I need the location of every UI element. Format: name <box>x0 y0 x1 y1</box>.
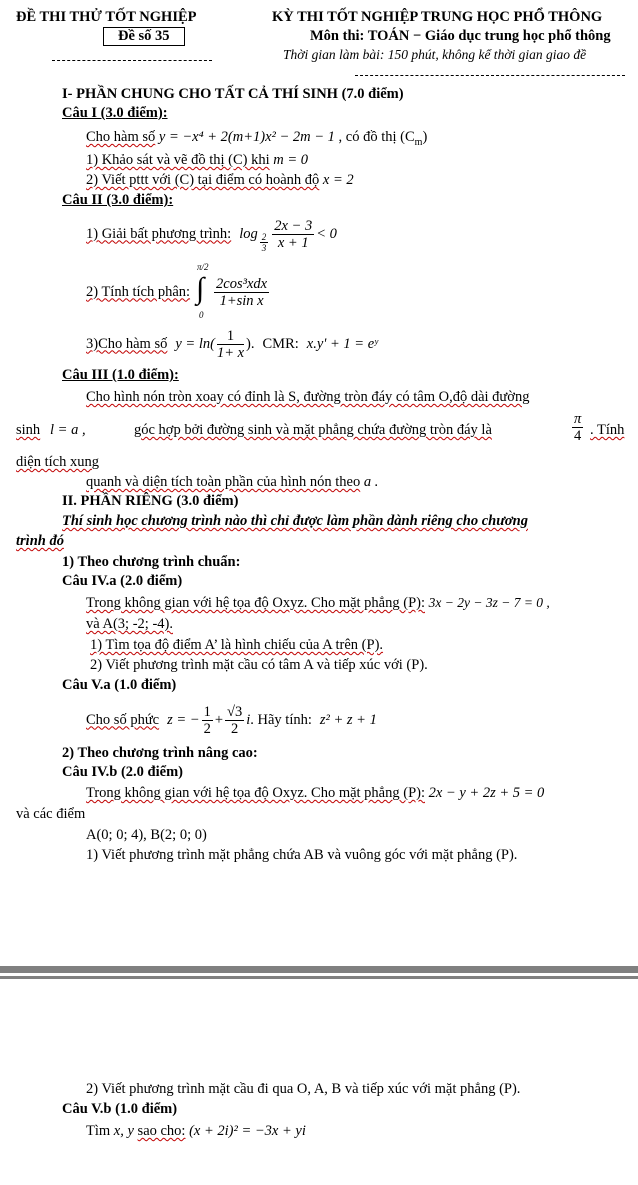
q1-intro-text: Cho hàm số <box>86 129 156 145</box>
q2-item2 <box>86 262 271 322</box>
q3-title: Câu III (1.0 điểm): <box>62 367 179 383</box>
q3-line2-c: . Tính <box>590 422 625 438</box>
q2-item1-fraction <box>272 218 314 251</box>
q5a-title: Câu V.a (1.0 điểm) <box>62 677 177 693</box>
q5b-title: Câu V.b (1.0 điểm) <box>62 1101 178 1117</box>
q3-angle-fraction <box>572 411 583 444</box>
q3-line2-a: sinh <box>16 422 41 438</box>
q2-item1-text: 1) Giải bất phương trình: <box>86 225 232 242</box>
q1-graph-sub: m <box>414 136 423 148</box>
exam-time: Thời gian làm bài: 150 phút, không kể thời gian giao đề <box>283 47 587 62</box>
part1-title: I- PHẦN CHUNG CHO TẤT CẢ THÍ SINH (7.0 điểm) <box>62 86 404 102</box>
q5b-text2: sao cho: <box>137 1123 186 1139</box>
left-divider <box>52 60 212 61</box>
q1-item2 <box>86 172 354 189</box>
q1-graph-end: ) <box>422 129 428 145</box>
q5a-f2-num: √3 <box>227 703 243 720</box>
q1-item1-text: 1) Khảo sát và vẽ đồ thị (C) khi <box>86 152 270 168</box>
q4a-line1-text: Trong không gian với hệ tọa độ Oxyz. Cho mặt phẳng (P): <box>86 595 425 611</box>
q2-item2-fraction <box>214 276 269 309</box>
q3-line2-l: l = a , <box>50 422 86 438</box>
q4a-line2: và A(3; -2; -4). <box>86 616 173 632</box>
q5b-line <box>86 1123 306 1140</box>
std-title: 1) Theo chương trình chuẩn: <box>62 554 241 570</box>
page-break-bottom <box>0 976 638 979</box>
q2-item1-den: x + 1 <box>277 234 309 251</box>
q4b-line1 <box>86 785 544 802</box>
part2-instruction: Thí sinh học chương trình nào thì chỉ được làm phần dành riêng cho chương <box>62 513 528 529</box>
q1-item1 <box>86 152 308 169</box>
q1-item2-math: x = 2 <box>322 172 354 188</box>
q2-item3-cmr: CMR: <box>262 335 299 352</box>
q4b-line2: và các điểm <box>16 806 86 822</box>
q2-item2-text: 2) Tính tích phân: <box>86 283 191 300</box>
q1-item2-text: 2) Viết pttt với (C) tại điểm có hoành độ <box>86 172 320 188</box>
q5a-expr: z² + z + 1 <box>319 711 377 728</box>
adv-title: 2) Theo chương trình nâng cao: <box>62 745 258 761</box>
q3-line2-b: góc hợp bởi đường sinh và mặt phẳng chứa đường tròn đáy là <box>134 422 492 438</box>
exam-code: Đề số 35 <box>103 27 185 46</box>
q3-line2 <box>16 411 630 451</box>
q2-item1-base <box>260 232 269 253</box>
q1-intro <box>86 129 427 148</box>
q2-item3-num: 1 <box>217 328 244 345</box>
q2-item3-eq: x.y' + 1 = eʸ <box>306 335 378 352</box>
q5a-f2-den: 2 <box>231 720 239 737</box>
page-break-top <box>0 966 638 973</box>
q5a-plus: + <box>214 711 224 728</box>
q2-item1-base-den: 3 <box>261 242 267 253</box>
q1-item1-math: m = 0 <box>273 152 309 168</box>
part2-instruction-2: trình đó <box>16 533 64 549</box>
q4a-item2: 2) Viết phương trình mặt cầu có tâm A và tiếp xúc với (P). <box>90 657 428 673</box>
q2-item2-den: 1+sin x <box>219 292 264 309</box>
q2-item3-text: 3)Cho hàm số <box>86 335 168 352</box>
exam-name: KỲ THI TỐT NGHIỆP TRUNG HỌC PHỔ THÔNG <box>272 9 603 25</box>
q5a-f1-den: 2 <box>203 720 211 737</box>
q4b-item1: 1) Viết phương trình mặt phẳng chứa AB và vuông góc với mặt phẳng (P). <box>86 847 518 863</box>
q5b-eq: (x + 2i)² = −3x + yi <box>189 1123 306 1139</box>
part2-title: II. PHẦN RIÊNG (3.0 điểm) <box>62 493 239 509</box>
integral-sign <box>196 262 212 322</box>
integral-lower: 0 <box>199 310 204 320</box>
q1-title: Câu I (3.0 điểm): <box>62 105 168 121</box>
q5a-frac1 <box>202 704 213 737</box>
q5a-z: z = − <box>167 711 200 728</box>
q4b-plane: 2x − y + 2z + 5 = 0 <box>428 785 545 801</box>
q3-line1: Cho hình nón tròn xoay có đỉnh là S, đường tròn đáy có tâm O,độ dài đường <box>86 389 530 405</box>
q3-line4-text: quanh và diện tích toàn phần của hình nón theo <box>86 474 361 490</box>
q2-item3-lhs: y = ln( <box>175 335 215 352</box>
q2-item2-num: 2cos³xdx <box>216 275 268 292</box>
q4b-item2: 2) Viết phương trình mặt cầu đi qua O, A, B và tiếp xúc với mặt phẳng (P). <box>86 1081 521 1097</box>
q4a-plane: 3x − 2y − 3z − 7 = 0 , <box>428 595 550 610</box>
q2-item1-rel: < 0 <box>316 225 337 242</box>
q3-angle-num: π <box>574 411 582 427</box>
q2-title: Câu II (3.0 điểm): <box>62 192 174 208</box>
q2-item3-rhs: ). <box>246 335 255 352</box>
q5a-find: . Hãy tính: <box>250 711 312 728</box>
q3-angle-den: 4 <box>574 428 582 444</box>
subject: Môn thi: TOÁN − Giáo dục trung học phổ thông <box>310 28 611 44</box>
integral-symbol: ∫ <box>196 272 205 305</box>
q4b-title: Câu IV.b (2.0 điểm) <box>62 764 183 780</box>
q2-item1-num: 2x − 3 <box>274 217 313 234</box>
q4a-line1 <box>86 595 550 612</box>
q1-graph: , có đồ thị (C <box>338 129 415 145</box>
q5a-f1-num: 1 <box>203 703 211 720</box>
q3-line3: diện tích xung <box>16 454 99 470</box>
q4a-title: Câu IV.a (2.0 điểm) <box>62 573 183 589</box>
q2-item1-base-num: 2 <box>261 231 267 242</box>
right-divider <box>355 75 625 76</box>
q5b-vars: x, y <box>113 1123 134 1139</box>
integral-upper: π/2 <box>197 262 209 272</box>
q2-item3-fraction <box>217 328 244 361</box>
q3-line4 <box>86 474 378 491</box>
q1-function: y = −x⁴ + 2(m+1)x² − 2m − 1 <box>158 129 335 145</box>
q5b-text: Tìm <box>86 1123 111 1139</box>
q5a-i: i <box>246 711 251 728</box>
q2-item3 <box>86 324 378 364</box>
q2-item1 <box>86 212 337 256</box>
q3-line4-a: a . <box>363 474 379 490</box>
q5a-line <box>86 696 377 744</box>
q2-item1-log: log <box>239 225 258 242</box>
school-title: ĐỀ THI THỬ TỐT NGHIỆP <box>16 9 197 25</box>
q5a-text: Cho số phức <box>86 711 160 728</box>
q4b-line3: A(0; 0; 4), B(2; 0; 0) <box>86 827 207 843</box>
q5a-frac2 <box>225 704 244 737</box>
q4a-item1: 1) Tìm tọa độ điểm A’ là hình chiếu của A trên (P). <box>90 637 384 653</box>
q2-item3-den: 1+ x <box>216 344 245 361</box>
q4b-line1-text: Trong không gian với hệ tọa độ Oxyz. Cho mặt phẳng (P): <box>86 785 425 801</box>
